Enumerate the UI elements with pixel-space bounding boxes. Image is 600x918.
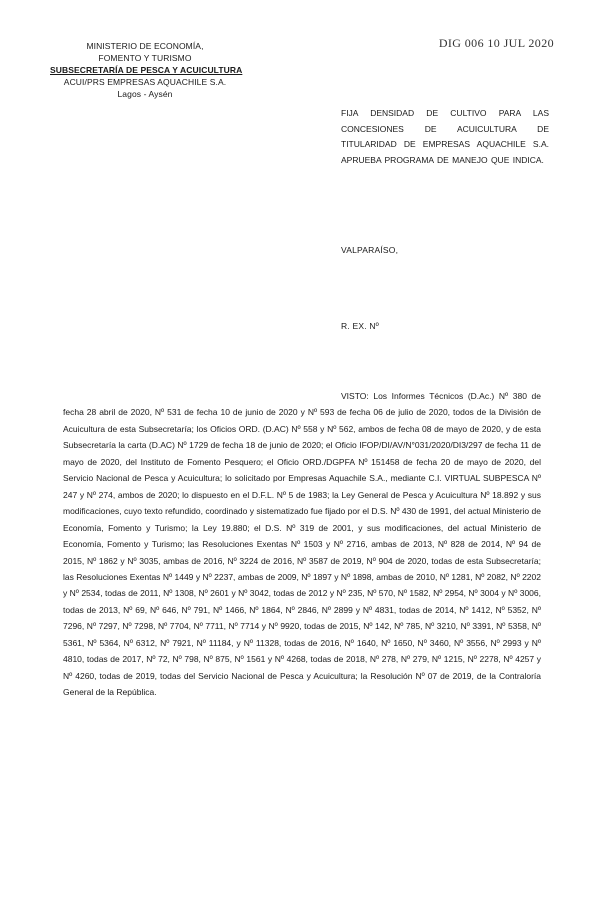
letterhead [50, 40, 243, 100]
subject-block: FIJA DENSIDAD DE CULTIVO PARA LAS CONCESIONES DE ACUICULTURA DE TITULARIDAD DE EMPRESAS AQUACHILE S.A. APRUEBA PROGRAMA DE MANEJO QUE INDICA. [341, 108, 549, 165]
subsecretaria-name: SUBSECRETARÍA DE PESCA Y ACUICULTURA [50, 65, 243, 75]
reference-line-1: ACUI/PRS EMPRESAS AQUACHILE S.A. [63, 77, 227, 87]
reference-line-2: Lagos - Aysén [117, 89, 173, 99]
resolution-number: R. EX. Nº [341, 321, 379, 331]
visto-paragraph [63, 388, 541, 701]
place-line: VALPARAÍSO, [341, 245, 399, 255]
visto-text: Los Informes Técnicos (D.Ac.) Nº 380 de fecha 28 abril de 2020, Nº 531 de fecha 10 de junio de 2020 y Nº 593 de fecha 06 de julio de 2020, todos de la División de Acuicultura de esta Subsecretaría; los Oficios ORD. (D.AC) Nº 558 y Nº 562, ambos de fecha 08 de mayo de 2020, y de esta Subsecretaría la carta (D.AC) Nº 1729 de fecha 18 de junio de 2020; el Oficio IFOP/DI/AV/N°031/2020/DI3/297 de fecha 11 de mayo de 2020, del Instituto de Fomento Pesquero; el Oficio ORD./DGPFA Nº 151458 de fecha 20 de mayo de 2020, del Servicio Nacional de Pesca y Acuicultura; lo solicitado por Empresas Aquachile S.A., mediante C.I. VIRTUAL SUBPESCA Nº 247 y Nº 274, ambos de 2020; lo dispuesto en el D.F.L. Nº 5 de 1983; la Ley General de Pesca y Acuicultura Nº 18.892 y sus modificaciones, cuyo texto refundido, coordinado y sistematizado fue fijado por el D.S. Nº 430 de 1991, del actual Ministerio de Economía, Fomento y Turismo; la Ley 19.880; el D.S. Nº 319 de 2001, y sus modificaciones, del actual Ministerio de Economía, Fomento y Turismo; las Resoluciones Exentas Nº 1503 y Nº 2716, ambas de 2013, Nº 828 de 2014, Nº 94 de 2015, Nº 1862 y Nº 3035, ambas de 2016, Nº 3224 de 2016, Nº 3587 de 2019, Nº 904 de 2020, todas de esta Subsecretaría; las Resoluciones Exentas Nº 1449 y Nº 2237, ambas de 2009, Nº 1897 y Nº 1898, ambas de 2010, Nº 1281, Nº 2082, Nº 2202 y Nº 2534, todas de 2011, Nº 1308, Nº 2601 y Nº 3042, todas de 2012 y Nº 235, Nº 570, Nº 1582, Nº 2954, Nº 3004 y Nº 3006, todas de 2013, Nº 69, Nº 646, Nº 791, Nº 1466, Nº 1864, Nº 2846, Nº 2899 y Nº 4831, todas de 2014, Nº 1412, Nº 5352, Nº 7296, Nº 7297, Nº 7298, Nº 7704, Nº 7711, Nº 7714 y Nº 9920, todas de 2015, Nº 142, Nº 785, Nº 3210, Nº 3391, Nº 5358, Nº 5361, Nº 5364, Nº 6312, Nº 7921, Nº 11184, y Nº 11328, todas de 2016, Nº 1640, Nº 1650, Nº 3460, Nº 3556, Nº 2993 y Nº 4810, todas de 2017, Nº 72, Nº 798, Nº 875, Nº 1561 y Nº 4268, todas de 2018, Nº 278, Nº 279, Nº 1215, Nº 2278, Nº 4257 y Nº 4260, todas de 2019, todas del Servicio Nacional de Pesca y Acuicultura; la Resolución Nº 07 de 2019, de la Contraloría General de la República. [63, 391, 541, 698]
ministry-name-line-2: FOMENTO Y TURISMO [98, 53, 192, 63]
visto-label: VISTO: [341, 391, 369, 401]
ministry-name-line-1: MINISTERIO DE ECONOMÍA, [86, 41, 204, 51]
date-stamp: DIG 006 10 JUL 2020 [438, 36, 554, 50]
